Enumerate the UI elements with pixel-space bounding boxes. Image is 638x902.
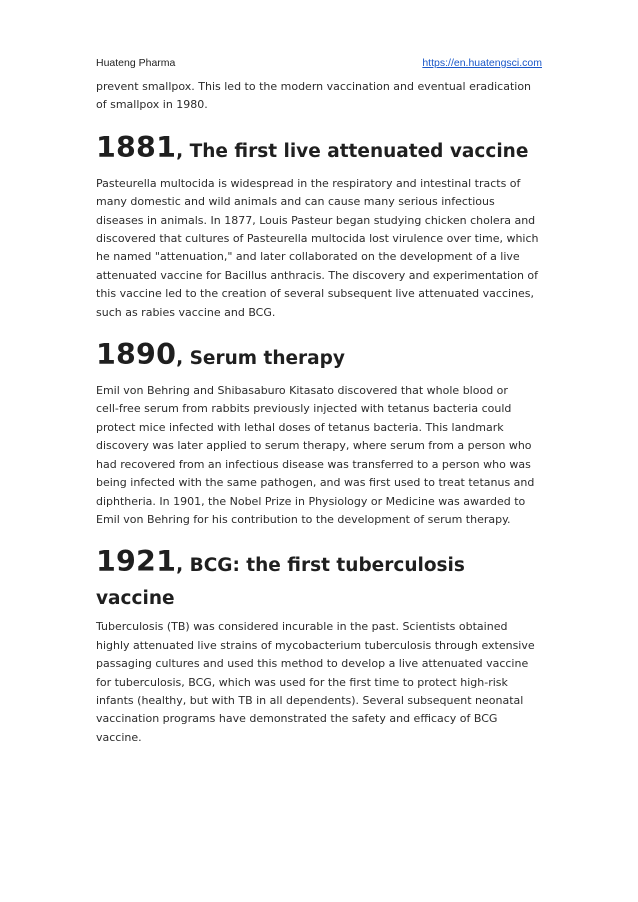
text-line: attenuated vaccine for Bacillus anthracis. The discovery and experimentation of [96,268,539,282]
text-line: vaccination programs have demonstrated the safety and efficacy of BCG [96,712,498,726]
text-line: discovered that cultures of Pasteurella multocida lost virulence over time, which [96,232,539,246]
text-line: diseases in animals. In 1877, Louis Pasteur began studying chicken cholera and [96,213,536,227]
text-line: had recovered from an infectious disease was transferred to a person who was [96,457,531,471]
section-year: 1921 [96,545,177,579]
text-line: many domestic and wild animals and can cause many serious infectious [96,195,495,209]
text-line: Emil von Behring for his contribution to the development of serum therapy. [96,512,511,526]
section-paragraph-1881 [96,175,556,322]
text-line: Pasteurella multocida is widespread in the respiratory and intestinal tracts of [96,176,521,190]
text-line: vaccine. [96,730,142,744]
section-heading-1890 [96,336,556,378]
text-line: Tuberculosis (TB) was considered incurable in the past. Scientists obtained [96,620,508,634]
text-line: diphtheria. In 1901, the Nobel Prize in Physiology or Medicine was awarded to [96,494,526,508]
section-heading-1881 [96,129,556,171]
section-paragraph-1921 [96,618,556,747]
text-line: Emil von Behring and Shibasaburo Kitasato discovered that whole blood or [96,384,508,398]
text-line: this vaccine led to the creation of several subsequent live attenuated vaccines, [96,287,535,301]
text-line: such as rabies vaccine and BCG. [96,305,276,319]
text-line: cell-free serum from rabbits previously injected with tetanus bacteria could [96,402,512,416]
text-line: being infected with the same pathogen, and was first used to treat tetanus and [96,476,535,490]
text-line: protect mice infected with lethal doses of tetanus bacteria. This landmark [96,420,504,434]
section-title: , BCG: the first tuberculosis [176,555,465,577]
page-header [96,57,542,73]
section-year: 1890 [96,338,177,372]
intro-paragraph [96,78,556,115]
text-line: for tuberculosis, BCG, which was used for the first time to protect high-risk [96,675,508,689]
section-title: , Serum therapy [176,348,345,370]
website-link[interactable]: https://en.huatengsci.com [422,57,542,69]
text-line: of smallpox in 1980. [96,98,208,112]
text-line: infants (healthy, but with TB in all dependents). Several subsequent neonatal [96,693,524,707]
text-line: passaging cultures and used this method to develop a live attenuated vaccine [96,657,529,671]
document-body [96,78,556,747]
text-line: prevent smallpox. This led to the modern vaccination and eventual eradication [96,80,532,93]
section-year: 1881 [96,130,177,164]
section-paragraph-1890 [96,382,556,529]
section-heading-1921 [96,543,556,585]
text-line: highly attenuated live strains of mycobacterium tuberculosis through extensive [96,638,535,652]
text-line: he named "attenuation," and later collaborated on the development of a live [96,250,520,264]
section-title-continued: vaccine [96,588,175,610]
company-name: Huateng Pharma [96,57,176,69]
text-line: discovery was later applied to serum therapy, where serum from a person who [96,439,532,453]
section-title: , The first live attenuated vaccine [176,140,529,162]
